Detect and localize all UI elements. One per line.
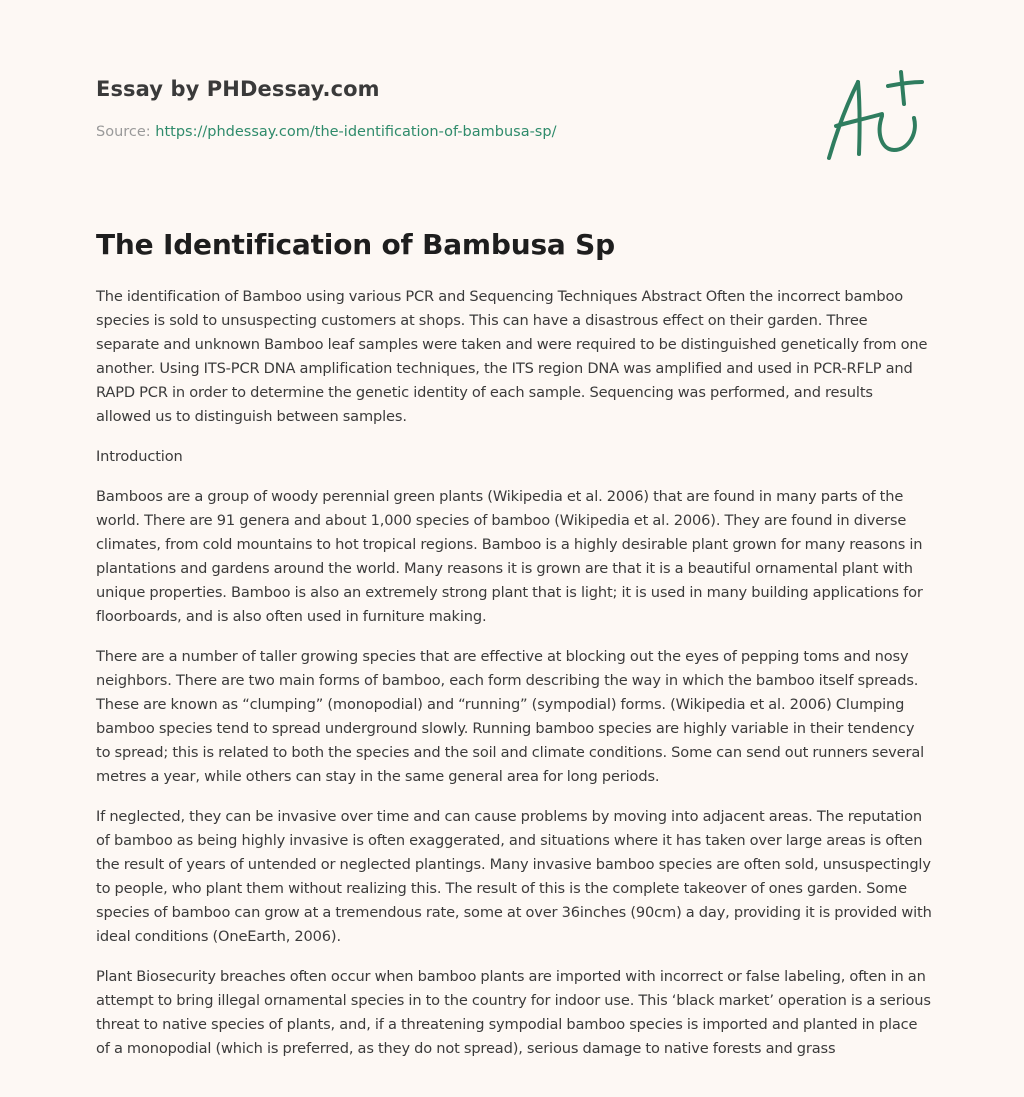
brand-title: Essay by PHDessay.com — [96, 77, 380, 101]
body-paragraph: Plant Biosecurity breaches often occur when bamboo plants are imported with incorrect or false labeling, often in an attempt to bring illegal ornamental species in to the country for indoor use. This ‘black market’ operation is a serious threat to native species of plants, and, if a threatening sympodial bamboo species is imported and planted in place of a monopodial (which is preferred, as they do not spread), serious damage to native forests and grass — [96, 968, 931, 1057]
body-paragraph: Bamboos are a group of woody perennial green plants (Wikipedia et al. 2006) that are found in many parts of the world. There are 91 genera and about 1,000 species of bamboo (Wikipedia et al. 2006). They are found in diverse climates, from cold mountains to hot tropical regions. Bamboo is a highly desirable plant grown for many reasons in plantations and gardens around the world. Many reasons it is grown are that it is a beautiful ornamental plant with unique properties. Bamboo is also an extremely strong plant that is light; it is used in many building applications for floorboards, and is also often used in furniture making. — [96, 488, 923, 625]
body-paragraph: There are a number of taller growing species that are effective at blocking out the eyes of pepping toms and nosy neighbors. There are two main forms of bamboo, each form describing the way in which the bamboo itself spreads. These are known as “clumping” (monopodial) and “running” (sympodial) forms. (Wikipedia et al. 2006) Clumping bamboo species tend to spread underground slowly. Running bamboo species are highly variable in their tendency to spread; this is related to both the species and the soil and climate conditions. Some can send out runners several metres a year, while others can stay in the same general area for long periods. — [96, 648, 925, 785]
source-label: Source: — [96, 124, 156, 140]
body-paragraph: If neglected, they can be invasive over time and can cause problems by moving into adjacent areas. The reputation of bamboo as being highly invasive is often exaggerated, and situations where it has taken over large areas is often the result of years of untended or neglected plantings. Many invasive bamboo species are often sold, unsuspectingly to people, who plant them without realizing this. The result of this is the complete takeover of ones garden. Some species of bamboo can grow at a tremendous rate, some at over 36inches (90cm) a day, providing it is provided with ideal conditions (OneEarth, 2006). — [96, 808, 932, 945]
introduction-heading: Introduction — [96, 448, 183, 465]
essay-title: The Identification of Bambusa Sp — [96, 228, 615, 261]
abstract-paragraph: The identification of Bamboo using various PCR and Sequencing Techniques Abstract Often the incorrect bamboo species is sold to unsuspecting customers at shops. This can have a disastrous effect on their garden. Three separate and unknown Bamboo leaf samples were taken and were required to be distinguished genetically from one another. Using ITS-PCR DNA amplification techniques, the ITS region DNA was amplified and used in PCR-RFLP and RAPD PCR in order to determine the genetic identity of each sample. Sequencing was performed, and results allowed us to distinguish between samples. — [96, 288, 928, 425]
source-link[interactable]: https://phdessay.com/the-identification-of-bambusa-sp/ — [155, 124, 557, 140]
essay-body — [96, 285, 932, 1077]
source-line — [96, 122, 556, 142]
document-header — [96, 74, 796, 140]
a-plus-logo-icon — [822, 68, 926, 164]
